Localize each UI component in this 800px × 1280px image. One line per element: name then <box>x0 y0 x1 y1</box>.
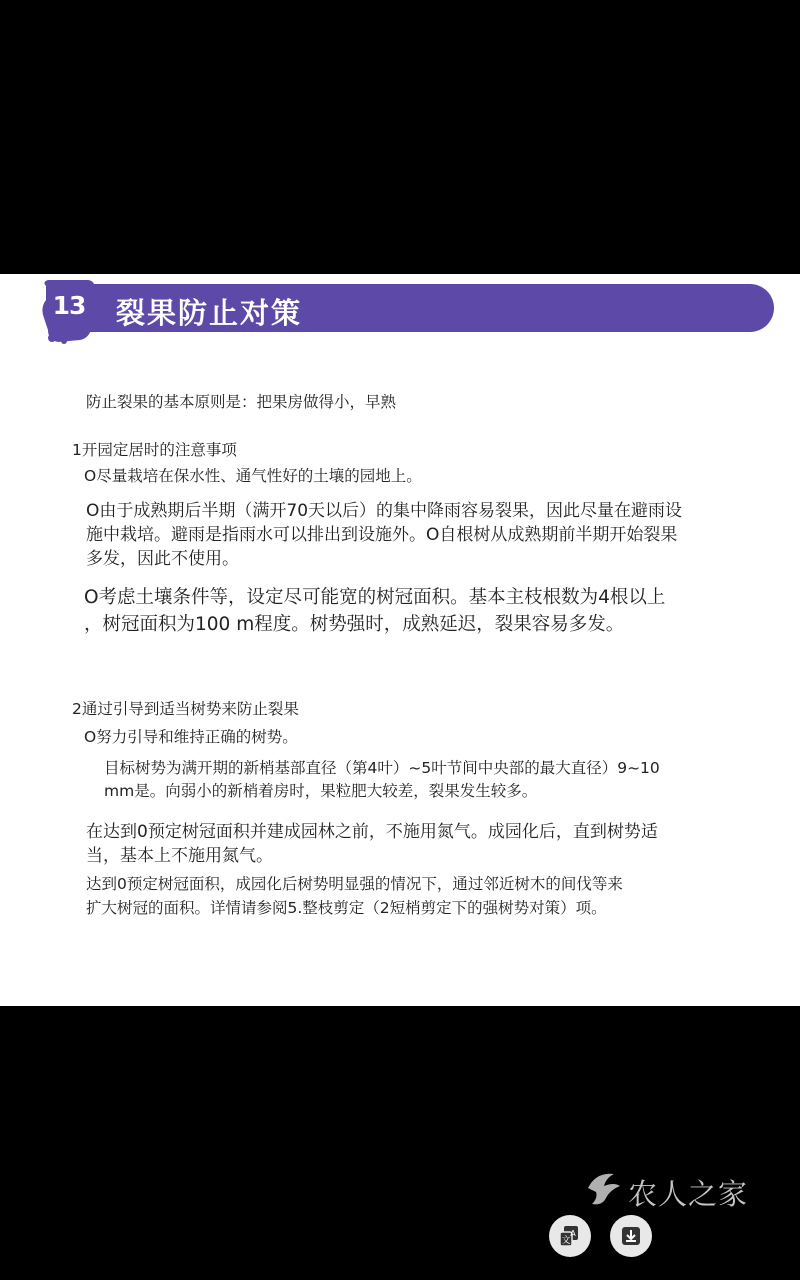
watermark-text: 农人之家 <box>628 1177 749 1211</box>
section1-bullet2-line3: 多发，因此不使用。 <box>86 549 239 569</box>
intro-text: 防止裂果的基本原则是：把果房做得小，早熟 <box>86 393 397 411</box>
section2-heading: 2通过引导到适当树势来防止裂果 <box>72 700 299 718</box>
translate-button[interactable] <box>549 1215 591 1257</box>
farm-logo-icon <box>584 1168 624 1208</box>
section1-bullet3-line1: O考虑土壤条件等，设定尽可能宽的树冠面积。基本主枝根数为4根以上 <box>84 587 666 608</box>
section2-para1-line2: 当，基本上不施用氮气。 <box>86 846 273 866</box>
download-button[interactable] <box>610 1215 652 1257</box>
section2-para2-line2: 扩大树冠的面积。详情请参阅5.整枝剪定（2短梢剪定下的强树势对策）项。 <box>86 899 607 917</box>
section2-para1-line1: 在达到0预定树冠面积并建成园林之前，不施用氮气。成园化后，直到树势适 <box>86 822 658 842</box>
section1-bullet2-line1: O由于成熟期后半期（满开70天以后）的集中降雨容易裂果，因此尽量在避雨设 <box>86 501 683 521</box>
download-icon <box>619 1224 643 1248</box>
section1-bullet1: O尽量栽培在保水性、通气性好的土壤的园地上。 <box>84 467 422 485</box>
document-image <box>0 274 800 1006</box>
section-number-badge <box>40 278 98 344</box>
svg-text:文: 文 <box>561 1236 571 1246</box>
section-number: 13 <box>52 291 86 320</box>
page-title: 裂果防止对策 <box>116 296 303 330</box>
svg-text:A: A <box>570 1229 576 1238</box>
section2-sub-line2: mm是。向弱小的新梢着房时，果粒肥大较差，裂果发生较多。 <box>104 782 538 800</box>
section2-bullet1: O努力引导和维持正确的树势。 <box>84 728 298 746</box>
title-banner <box>80 284 774 332</box>
section1-bullet3-line2: ，树冠面积为100 m程度。树势强时，成熟延迟，裂果容易多发。 <box>84 614 625 635</box>
section1-heading: 1开园定居时的注意事项 <box>72 441 237 459</box>
section2-sub-line1: 目标树势为满开期的新梢基部直径（第4叶）~5叶节间中央部的最大直径）9~10 <box>104 759 660 777</box>
section1-bullet2-line2: 施中栽培。避雨是指雨水可以排出到设施外。O自根树从成熟期前半期开始裂果 <box>86 525 678 545</box>
section2-para2-line1: 达到0预定树冠面积，成园化后树势明显强的情况下，通过邻近树木的间伐等来 <box>86 875 623 893</box>
translate-icon <box>558 1224 582 1248</box>
